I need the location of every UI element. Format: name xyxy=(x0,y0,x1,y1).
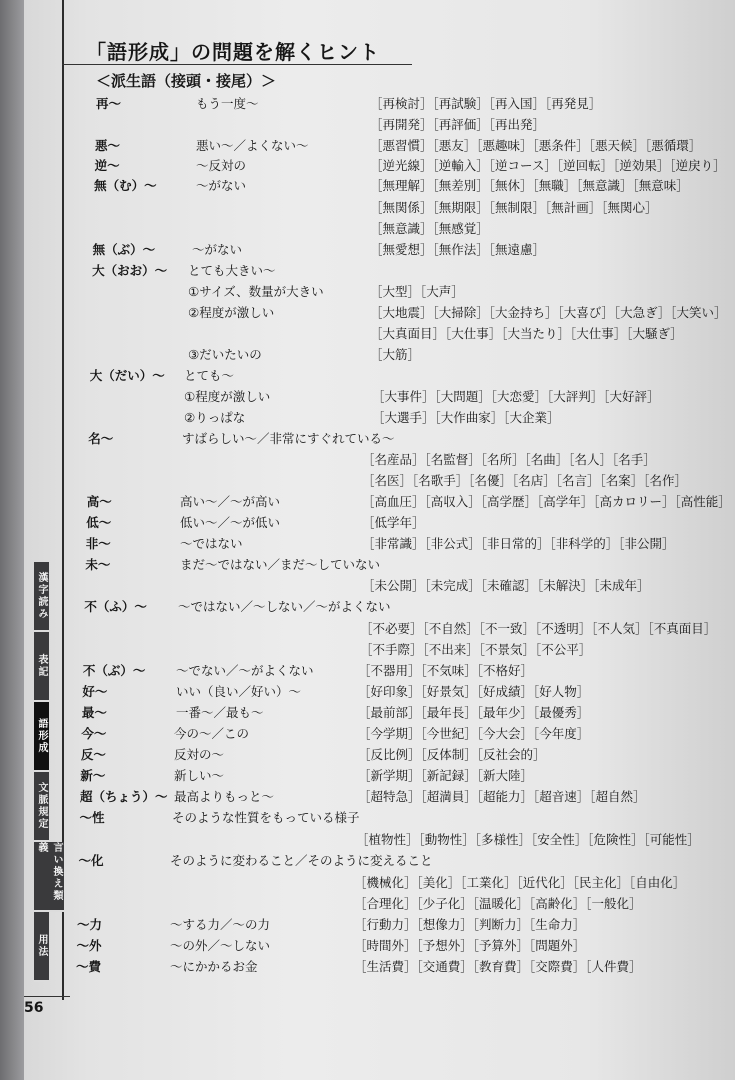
affix-label: 反～ xyxy=(80,747,106,762)
example-words: ［未公開］［未完成］［未確認］［未解決］［未成年］ xyxy=(362,578,650,593)
affix-label: 不（ふ）～ xyxy=(84,599,147,614)
affix-label: 新～ xyxy=(80,768,106,783)
affix-meaning: ～する力／～の力 xyxy=(170,917,271,932)
example-words: ［植物性］［動物性］［多様性］［安全性］［危険性］［可能性］ xyxy=(356,832,700,847)
affix-label: 逆～ xyxy=(94,158,120,173)
affix-meaning: 悪い～／よくない～ xyxy=(196,138,309,153)
affix-meaning: ～がない xyxy=(192,242,243,257)
chapter-tab[interactable]: 言い換え類義 xyxy=(34,842,64,912)
affix-meaning: そのように変わること／そのように変えること xyxy=(170,853,433,868)
example-words: ［再検討］［再試験］［再入国］［再発見］ xyxy=(370,96,602,111)
affix-label: 無（む）～ xyxy=(94,178,157,193)
affix-meaning: 一番～／最も～ xyxy=(176,705,264,720)
affix-meaning: ～にかかるお金 xyxy=(170,959,258,974)
example-words: ［無愛想］［無作法］［無遠慮］ xyxy=(370,242,546,257)
example-words: ［今学期］［今世紀］［今大会］［今年度］ xyxy=(358,726,590,741)
page-number: 56 xyxy=(24,1000,44,1016)
example-words: ［行動力］［想像力］［判断力］［生命力］ xyxy=(354,917,586,932)
example-words: ［高血圧］［高収入］［高学歴］［高学年］［高カロリー］［高性能］ xyxy=(362,494,731,509)
example-words: ［不必要］［不自然］［不一致］［不透明］［不人気］［不真面目］ xyxy=(360,621,717,636)
affix-meaning: ①程度が激しい xyxy=(184,389,271,404)
affix-meaning: いい（良い／好い）～ xyxy=(176,684,302,699)
example-words: ［低学年］ xyxy=(362,515,425,530)
example-words: ［大真面目］［大仕事］［大当たり］［大仕事］［大騒ぎ］ xyxy=(370,326,683,341)
example-words: ［大事件］［大問題］［大恋愛］［大評判］［大好評］ xyxy=(372,389,660,404)
example-words: ［好印象］［好景気］［好成績］［好人物］ xyxy=(358,684,590,699)
example-words: ［無意識］［無感覚］ xyxy=(370,221,489,236)
affix-meaning: そのような性質をもっている様子 xyxy=(172,810,360,825)
example-words: ［大型］［大声］ xyxy=(370,284,464,299)
example-words: ［不器用］［不気味］［不格好］ xyxy=(358,663,534,678)
example-words: ［無理解］［無差別］［無休］［無職］［無意識］［無意味］ xyxy=(370,178,689,193)
affix-label: 大（だい）～ xyxy=(89,368,165,383)
book-spine xyxy=(0,0,24,1080)
affix-label: 悪～ xyxy=(95,138,121,153)
footer-rule xyxy=(24,996,70,997)
affix-meaning: ①サイズ、数量が大きい xyxy=(188,284,324,299)
affix-label: ～費 xyxy=(76,959,102,974)
affix-meaning: とても大きい～ xyxy=(188,263,276,278)
affix-label: ～化 xyxy=(78,853,104,868)
affix-label: 超（ちょう）～ xyxy=(79,789,168,804)
affix-meaning: ～でない／～がよくない xyxy=(176,663,314,678)
example-words: ［機械化］［美化］［工業化］［近代化］［民主化］［自由化］ xyxy=(354,875,686,890)
affix-meaning: ～の外／～しない xyxy=(170,938,271,953)
affix-label: 不（ぶ）～ xyxy=(82,663,146,678)
example-words: ［大地震］［大掃除］［大金持ち］［大喜び］［大急ぎ］［大笑い］ xyxy=(370,305,727,320)
affix-meaning: ③だいたいの xyxy=(188,347,262,362)
example-words: ［合理化］［少子化］［温暖化］［高齢化］［一般化］ xyxy=(354,896,642,911)
example-words: ［新学期］［新記録］［新大陸］ xyxy=(358,768,534,783)
affix-meaning: 最高よりもっと～ xyxy=(174,789,275,804)
example-words: ［反比例］［反体制］［反社会的］ xyxy=(358,747,546,762)
affix-meaning: ～反対の xyxy=(196,158,247,173)
affix-meaning: 新しい～ xyxy=(174,768,225,783)
affix-meaning: 今の～／この xyxy=(174,726,250,741)
example-words: ［非常識］［非公式］［非日常的］［非科学的］［非公開］ xyxy=(362,536,675,551)
example-words: ［悪習慣］［悪友］［悪趣味］［悪条件］［悪天候］［悪循環］ xyxy=(370,138,702,153)
chapter-tab[interactable]: 表記 xyxy=(34,632,49,702)
affix-label: 低～ xyxy=(86,515,112,530)
affix-label: 無（ぶ）～ xyxy=(92,242,156,257)
chapter-tab[interactable]: 用法 xyxy=(34,912,49,982)
affix-meaning: もう一度～ xyxy=(196,96,259,111)
chapter-tab[interactable]: 語形成 xyxy=(34,702,49,772)
affix-meaning: ～ではない xyxy=(180,536,243,551)
affix-label: 非～ xyxy=(85,536,111,551)
page-title: 「語形成」の問題を解くヒント xyxy=(86,40,380,64)
affix-meaning: 低い～／～が低い xyxy=(180,515,281,530)
affix-label: 最～ xyxy=(81,705,107,720)
affix-meaning: ～ではない／～しない／～がよくない xyxy=(178,599,391,614)
chapter-tabs xyxy=(34,562,62,982)
affix-meaning: まだ～ではない／まだ～していない xyxy=(180,557,381,572)
affix-meaning: ②りっぱな xyxy=(184,410,246,425)
affix-meaning: 高い～／～が高い xyxy=(180,494,281,509)
example-words: ［不手際］［不出来］［不景気］［不公平］ xyxy=(360,642,592,657)
example-words: ［時間外］［予想外］［予算外］［問題外］ xyxy=(354,938,586,953)
affix-label: ～力 xyxy=(76,917,102,932)
example-words: ［超特急］［超満員］［超能力］［超音速］［超自然］ xyxy=(358,789,646,804)
example-words: ［名産品］［名監督］［名所］［名曲］［名人］［名手］ xyxy=(362,452,656,467)
affix-meaning: とても～ xyxy=(184,368,235,383)
example-words: ［生活費］［交通費］［教育費］［交際費］［人件費］ xyxy=(354,959,642,974)
example-words: ［大筋］ xyxy=(370,347,421,362)
affix-label: 再～ xyxy=(96,96,122,111)
affix-meaning: ②程度が激しい xyxy=(188,305,275,320)
example-words: ［再開発］［再評価］［再出発］ xyxy=(370,117,546,132)
affix-label: 好～ xyxy=(82,684,108,699)
example-words: ［逆光線］［逆輸入］［逆コース］［逆回転］［逆効果］［逆戻り］ xyxy=(370,158,726,173)
example-words: ［最前部］［最年長］［最年少］［最優秀］ xyxy=(358,705,590,720)
affix-label: 大（おお）～ xyxy=(92,263,168,278)
example-words: ［名医］［名歌手］［名優］［名店］［名言］［名案］［名作］ xyxy=(362,473,688,488)
affix-meaning: 反対の～ xyxy=(174,747,225,762)
affix-label: 未～ xyxy=(85,557,111,572)
example-words: ［無関係］［無期限］［無制限］［無計画］［無関心］ xyxy=(370,200,658,215)
chapter-tab[interactable]: 文脈規定 xyxy=(34,772,49,842)
affix-label: ～外 xyxy=(76,938,102,953)
affix-meaning: すばらしい～／非常にすぐれている～ xyxy=(182,431,395,446)
affix-label: ～性 xyxy=(79,810,105,825)
affix-label: 名～ xyxy=(88,431,114,446)
section-subtitle: ＜派生語（接頭・接尾）＞ xyxy=(96,72,277,90)
affix-label: 高～ xyxy=(86,494,112,509)
example-words: ［大選手］［大作曲家］［大企業］ xyxy=(372,410,560,425)
affix-label: 今～ xyxy=(81,726,107,741)
chapter-tab[interactable]: 漢字読み xyxy=(34,562,49,632)
affix-meaning: ～がない xyxy=(196,178,247,193)
